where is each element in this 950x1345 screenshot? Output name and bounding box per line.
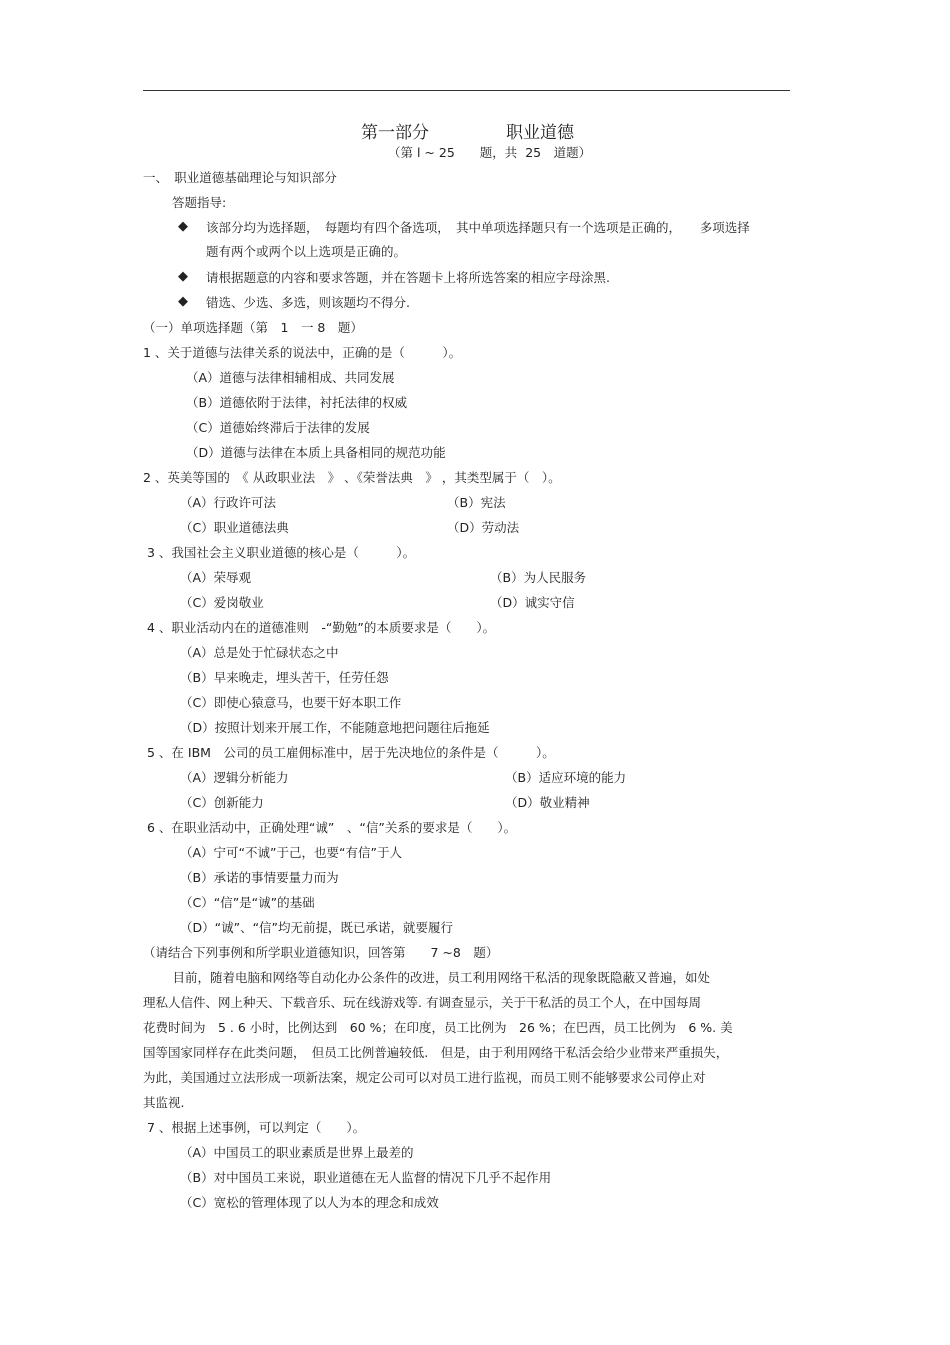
q6-option-d: （D）“诚”、“信”均无前提，既已承诺，就要履行 xyxy=(180,920,454,935)
guide-bullet-2: 请根据题意的内容和要求答题，并在答题卡上将所选答案的相应字母涂黑. xyxy=(206,270,610,285)
q1-option-c: （C）道德始终滞后于法律的发展 xyxy=(186,420,370,435)
q3-option-d: （D）诚实守信 xyxy=(490,595,575,610)
case-paragraph-line: 其监视. xyxy=(143,1095,185,1110)
question-7: 7 、根据上述事例，可以判定（ ）。 xyxy=(147,1120,366,1135)
guide-bullet-1-cont: 题有两个或两个以上选项是正确的。 xyxy=(206,244,407,259)
q1-option-b: （B）道德依附于法律，衬托法律的权威 xyxy=(186,395,408,410)
q5-option-d: （D）敬业精神 xyxy=(505,795,590,810)
q4-option-b: （B）早来晚走，埋头苦干，任劳任怨 xyxy=(180,670,389,685)
q3-option-a: （A）荣辱观 xyxy=(180,570,252,585)
guide-label: 答题指导: xyxy=(172,195,227,210)
q6-option-b: （B）承诺的事情要量力而为 xyxy=(180,870,339,885)
case-intro: （请结合下列事例和所学职业道德知识，回答第 7 ~8 题） xyxy=(143,945,499,960)
q2-option-c: （C）职业道德法典 xyxy=(180,520,289,535)
q2-option-a: （A）行政许可法 xyxy=(180,495,277,510)
case-paragraph-line: 目前，随着电脑和网络等自动化办公条件的改进，员工利用网络干私活的现象既隐蔽又普遍，如处 xyxy=(160,970,711,985)
q4-option-c: （C）即使心猿意马，也要干好本职工作 xyxy=(180,695,402,710)
q1-option-a: （A）道德与法律相辅相成、共同发展 xyxy=(186,370,395,385)
subsection-heading: （一）单项选择题（第 1 一 8 题） xyxy=(143,320,363,335)
q1-option-d: （D）道德与法律在本质上具备相同的规范功能 xyxy=(186,445,446,460)
q7-option-a: （A）中国员工的职业素质是世界上最差的 xyxy=(180,1145,414,1160)
q4-option-a: （A）总是处于忙碌状态之中 xyxy=(180,645,339,660)
case-paragraph-line: 为此，美国通过立法形成一项新法案，规定公司可以对员工进行监视，而员工则不能够要求公司停止对 xyxy=(143,1070,706,1085)
diamond-bullet-icon: ◆ xyxy=(178,219,188,234)
q5-option-c: （C）创新能力 xyxy=(180,795,264,810)
guide-bullet-3: 错选、少选、多选，则该题均不得分. xyxy=(206,295,410,310)
q6-option-c: （C）“信”是“诚”的基础 xyxy=(180,895,315,910)
section-heading: 一、 职业道德基础理论与知识部分 xyxy=(143,170,337,185)
q4-option-d: （D）按照计划来开展工作，不能随意地把问题往后拖延 xyxy=(180,720,490,735)
guide-bullet-1: 该部分均为选择题， 每题均有四个备选项， 其中单项选择题只有一个选项是正确的， 多项选择 xyxy=(206,220,750,235)
diamond-bullet-icon: ◆ xyxy=(178,269,188,284)
case-paragraph-line: 花费时间为 5 . 6 小时，比例达到 60 %；在印度，员工比例为 26 %；在巴西，员工比例为 6 %. 美 xyxy=(143,1020,733,1035)
q5-option-b: （B）适应环境的能力 xyxy=(505,770,627,785)
case-paragraph-line: 理私人信件、网上种天、下载音乐、玩在线游戏等. 有调查显示，关于干私活的员工个人，在中国每周 xyxy=(143,995,701,1010)
q3-option-c: （C）爱岗敬业 xyxy=(180,595,264,610)
question-1: 1 、关于道德与法律关系的说法中，正确的是（ ）。 xyxy=(143,345,462,360)
question-3: 3 、我国社会主义职业道德的核心是（ ）。 xyxy=(147,545,416,560)
subtitle: （第 l ~ 25 题，共 25 道题） xyxy=(388,145,592,160)
title-part: 第一部分 xyxy=(361,123,429,143)
case-paragraph-line: 国等国家同样存在此类问题， 但员工比例普遍较低. 但是，由于利用网络干私活会给少业带来严重损失， xyxy=(143,1045,729,1060)
top-rule xyxy=(143,90,790,91)
title-topic: 职业道德 xyxy=(506,123,574,143)
diamond-bullet-icon: ◆ xyxy=(178,294,188,309)
question-5: 5 、在 IBM 公司的员工雇佣标准中，居于先决地位的条件是（ ）。 xyxy=(147,745,555,760)
q2-option-d: （D）劳动法 xyxy=(447,520,520,535)
q5-option-a: （A）逻辑分析能力 xyxy=(180,770,289,785)
q7-option-c: （C）宽松的管理体现了以人为本的理念和成效 xyxy=(180,1195,439,1210)
q3-option-b: （B）为人民服务 xyxy=(490,570,587,585)
question-2: 2 、英美等国的 《 从政职业法 》 、《荣誉法典 》 ，其类型属于（ ）。 xyxy=(143,470,561,485)
q2-option-b: （B）宪法 xyxy=(447,495,506,510)
q7-option-b: （B）对中国员工来说，职业道德在无人监督的情况下几乎不起作用 xyxy=(180,1170,552,1185)
question-6: 6 、在职业活动中，正确处理“诚” 、“信”关系的要求是（ ）。 xyxy=(147,820,517,835)
q6-option-a: （A）宁可“不诚”于己，也要“有信”于人 xyxy=(180,845,402,860)
question-4: 4 、职业活动内在的道德准则 -“勤勉”的本质要求是（ ）。 xyxy=(147,620,496,635)
